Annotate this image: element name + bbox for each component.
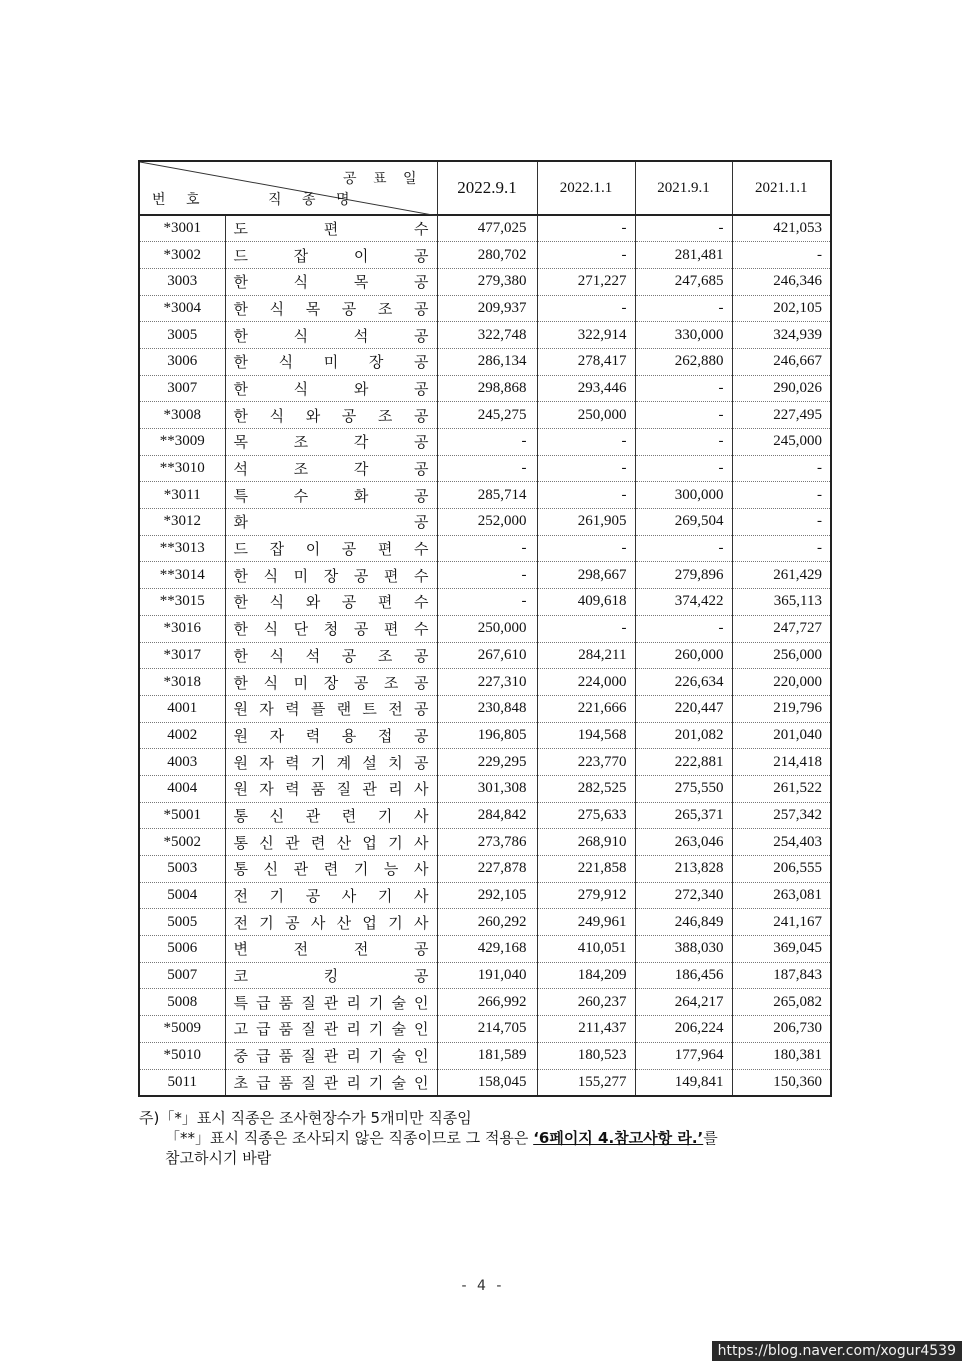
job-number-cell: 5008 (139, 989, 225, 1016)
blog-watermark: https://blog.naver.com/xogur4539 (712, 1341, 962, 1361)
job-name-cell: 한 식 석 공 (225, 322, 437, 349)
job-name-label: 직 종 명 (268, 192, 358, 208)
wage-table (138, 160, 832, 1097)
wage-2022-1-1-cell: - (537, 295, 635, 322)
wage-2022-1-1-cell: - (537, 242, 635, 269)
table-row (139, 322, 831, 349)
wage-2022-9-1-cell: 191,040 (437, 962, 537, 989)
wage-2022-1-1-cell: 322,914 (537, 322, 635, 349)
wage-2021-9-1-cell: 279,896 (635, 562, 732, 589)
wage-2021-9-1-cell: 220,447 (635, 695, 732, 722)
header-date-2021-1-1: 2021.1.1 (732, 161, 831, 215)
table-row (139, 348, 831, 375)
job-name-cell: 원 자 력 기 계 설 치 공 (225, 749, 437, 776)
wage-2021-1-1-cell: 202,105 (732, 295, 831, 322)
job-name-cell: 통 신 관 련 산 업 기 사 (225, 829, 437, 856)
table-row (139, 455, 831, 482)
wage-2021-9-1-cell: 374,422 (635, 589, 732, 616)
wage-2022-9-1-cell: 245,275 (437, 402, 537, 429)
job-name-cell: 석 조 각 공 (225, 455, 437, 482)
job-name-cell: 중 급 품 질 관 리 기 술 인 (225, 1042, 437, 1069)
wage-2022-9-1-cell: 284,842 (437, 802, 537, 829)
table-row (139, 642, 831, 669)
wage-2022-9-1-cell: 260,292 (437, 909, 537, 936)
wage-2021-9-1-cell: 275,550 (635, 775, 732, 802)
wage-2021-1-1-cell: 254,403 (732, 829, 831, 856)
job-number-cell: **3015 (139, 589, 225, 616)
wage-2021-1-1-cell: 150,360 (773, 1073, 822, 1090)
table-row (139, 909, 831, 936)
job-name-cell: 한 식 목 공 조 공 (225, 295, 437, 322)
table-row (139, 215, 831, 242)
wage-2022-9-1-cell: 298,868 (437, 375, 537, 402)
job-number-cell: *3001 (139, 215, 225, 242)
job-number-cell: *3011 (139, 482, 225, 509)
wage-2022-1-1-cell: 180,523 (537, 1042, 635, 1069)
wage-2022-1-1-cell: 221,666 (537, 695, 635, 722)
wage-2022-1-1-cell: 249,961 (537, 909, 635, 936)
wage-2021-1-1-cell: 246,346 (732, 268, 831, 295)
wage-2021-9-1-cell: 262,880 (635, 348, 732, 375)
job-number-cell: 5011 (139, 1069, 225, 1096)
wage-2021-9-1-cell: - (635, 429, 732, 456)
table-row (139, 882, 831, 909)
wage-2021-9-1-cell: 222,881 (635, 749, 732, 776)
wage-2022-9-1-cell: 429,168 (437, 936, 537, 963)
job-number-cell: *5001 (139, 802, 225, 829)
wage-2021-9-1-cell: 272,340 (635, 882, 732, 909)
wage-2021-1-1-cell: 206,730 (732, 1016, 831, 1043)
wage-2022-9-1-cell: - (437, 535, 537, 562)
wage-2022-9-1-cell: 273,786 (437, 829, 537, 856)
wage-2022-9-1-cell: 292,105 (437, 882, 537, 909)
job-name-cell: 특 급 품 질 관 리 기 술 인 (225, 989, 437, 1016)
job-name-cell: 한 식 와 공 (225, 375, 437, 402)
job-number-cell: *3017 (139, 642, 225, 669)
wage-2022-1-1-cell: 282,525 (537, 775, 635, 802)
job-number-cell: 4002 (139, 722, 225, 749)
wage-2022-1-1-cell: 184,209 (537, 962, 635, 989)
wage-2022-1-1-cell: 279,912 (537, 882, 635, 909)
job-name-cell: 화 공 (225, 509, 437, 536)
wage-2021-9-1-cell: - (635, 615, 732, 642)
wage-2021-1-1-cell: - (732, 242, 831, 269)
number-label: 번 호 (152, 192, 208, 208)
job-name-cell: 한 식 단 청 공 편 수 (225, 615, 437, 642)
wage-2021-1-1-cell: 365,113 (732, 589, 831, 616)
job-number-cell: 5005 (139, 909, 225, 936)
job-number-cell: *5002 (139, 829, 225, 856)
wage-2021-9-1-cell: - (635, 535, 732, 562)
wage-2022-9-1-cell: 322,748 (437, 322, 537, 349)
wage-2022-1-1-cell: - (537, 615, 635, 642)
wage-2021-1-1-cell: - (732, 509, 831, 536)
table-row (139, 429, 831, 456)
wage-2022-1-1-cell: 223,770 (537, 749, 635, 776)
job-number-cell: *5009 (139, 1016, 225, 1043)
wage-2022-1-1-cell: - (537, 535, 635, 562)
wage-2022-9-1-cell: 252,000 (437, 509, 537, 536)
table-row (139, 669, 831, 696)
job-name-cell: 전 기 공 사 산 업 기 사 (225, 909, 437, 936)
wage-2022-9-1-cell: - (437, 589, 537, 616)
job-name-cell: 고 급 품 질 관 리 기 술 인 (225, 1016, 437, 1043)
wage-2021-1-1-cell: 201,040 (732, 722, 831, 749)
wage-2022-1-1-cell: 271,227 (537, 268, 635, 295)
wage-2022-9-1-cell: 279,380 (437, 268, 537, 295)
job-number-cell: *5010 (139, 1042, 225, 1069)
job-number-cell: 3006 (139, 348, 225, 375)
header-date-2022-1-1: 2022.1.1 (537, 161, 635, 215)
job-number-cell: **3014 (139, 562, 225, 589)
footnotes (139, 1108, 839, 1168)
wage-2022-9-1-cell: 267,610 (437, 642, 537, 669)
wage-2021-9-1-cell: 260,000 (635, 642, 732, 669)
job-name-cell: 한 식 와 공 편 수 (225, 589, 437, 616)
wage-2021-1-1-cell: - (732, 455, 831, 482)
wage-table-container (138, 160, 830, 1097)
job-number-cell: **3013 (139, 535, 225, 562)
wage-2022-9-1-cell: 280,702 (437, 242, 537, 269)
wage-2021-9-1-cell: 206,224 (635, 1016, 732, 1043)
wage-2022-9-1-cell: 230,848 (437, 695, 537, 722)
job-number-cell: 4001 (139, 695, 225, 722)
job-name-cell: 원 자 력 플 랜 트 전 공 (225, 695, 437, 722)
wage-2022-9-1-cell: 209,937 (437, 295, 537, 322)
job-name-cell: 통 신 관 련 기 사 (225, 802, 437, 829)
wage-2022-9-1-cell: 250,000 (437, 615, 537, 642)
job-number-cell: 3007 (139, 375, 225, 402)
table-row (139, 802, 831, 829)
wage-2021-1-1-cell: 214,418 (732, 749, 831, 776)
wage-2022-1-1-cell: 409,618 (537, 589, 635, 616)
header-date-2021-9-1: 2021.9.1 (635, 161, 732, 215)
table-row (139, 482, 831, 509)
wage-2021-9-1-cell: - (635, 215, 732, 242)
wage-2021-1-1-cell: 257,342 (732, 802, 831, 829)
job-name-cell: 한 식 와 공 조 공 (225, 402, 437, 429)
wage-2022-1-1-cell: 250,000 (537, 402, 635, 429)
table-row (139, 1016, 831, 1043)
job-name-cell: 초 급 품 질 관 리 기 술 인 (225, 1069, 437, 1096)
wage-2021-9-1-cell: 213,828 (635, 856, 732, 883)
job-name-cell: 한 식 미 장 공 (225, 348, 437, 375)
wage-2021-1-1-cell: 241,167 (732, 909, 831, 936)
job-name-cell: 한 식 목 공 (225, 268, 437, 295)
wage-2021-9-1-cell: 226,634 (635, 669, 732, 696)
table-row (139, 749, 831, 776)
job-name-cell: 한 식 미 장 공 편 수 (225, 562, 437, 589)
wage-2022-1-1-cell: 410,051 (537, 936, 635, 963)
wage-2022-9-1-cell: 286,134 (437, 348, 537, 375)
wage-2021-1-1-cell: 180,381 (732, 1042, 831, 1069)
wage-2021-1-1-cell: 265,082 (732, 989, 831, 1016)
job-number-cell: 5006 (139, 936, 225, 963)
job-number-cell: 3003 (139, 268, 225, 295)
wage-2021-9-1-cell: - (635, 375, 732, 402)
announce-date-label: 공 표 일 (343, 171, 423, 187)
job-number-cell: 5004 (139, 882, 225, 909)
wage-2022-1-1-cell: 211,437 (537, 1016, 635, 1043)
footnote-continuation: 참고하시기 바람 (165, 1149, 272, 1167)
job-name-cell: 한 식 미 장 공 조 공 (225, 669, 437, 696)
table-row (139, 1042, 831, 1069)
job-name-cell: 전 기 공 사 기 사 (225, 882, 437, 909)
table-row (139, 695, 831, 722)
wage-2022-9-1-cell: 196,805 (437, 722, 537, 749)
job-number-cell: *3002 (139, 242, 225, 269)
wage-2022-9-1-cell: 301,308 (437, 775, 537, 802)
wage-2021-1-1-cell: 247,727 (732, 615, 831, 642)
wage-2021-1-1-cell: 206,555 (732, 856, 831, 883)
table-row (139, 242, 831, 269)
job-name-cell: 특 수 화 공 (225, 482, 437, 509)
wage-2022-1-1-cell: 260,237 (537, 989, 635, 1016)
job-number-cell: **3009 (139, 429, 225, 456)
wage-2022-9-1-cell: 214,705 (437, 1016, 537, 1043)
job-name-cell: 드 잡 이 공 편 수 (225, 535, 437, 562)
wage-2022-1-1-cell: - (537, 429, 635, 456)
wage-2021-1-1-cell: 245,000 (732, 429, 831, 456)
wage-2021-1-1-cell: - (732, 482, 831, 509)
job-number-cell: 3005 (139, 322, 225, 349)
table-header-row (139, 161, 831, 215)
wage-2021-9-1-cell: 263,046 (635, 829, 732, 856)
wage-2021-9-1-cell: - (635, 402, 732, 429)
footnote-single-star: 주)「*」표시 직종은 조사현장수가 5개미만 직종임 (139, 1109, 472, 1127)
table-row (139, 589, 831, 616)
table-row (139, 402, 831, 429)
wage-2022-9-1-cell: - (437, 455, 537, 482)
job-name-cell: 도 편 수 (225, 215, 437, 242)
wage-2021-9-1-cell: 201,082 (635, 722, 732, 749)
wage-2022-9-1-cell: 227,878 (437, 856, 537, 883)
wage-2021-9-1-cell: 247,685 (635, 268, 732, 295)
table-row (139, 509, 831, 536)
wage-2021-1-1-cell: 187,843 (732, 962, 831, 989)
job-number-cell: *3004 (139, 295, 225, 322)
wage-2022-1-1-cell: 275,633 (537, 802, 635, 829)
wage-2022-1-1-cell: 284,211 (537, 642, 635, 669)
wage-2021-1-1-cell: 220,000 (732, 669, 831, 696)
job-number-cell: 4003 (139, 749, 225, 776)
wage-2021-1-1-cell: 219,796 (732, 695, 831, 722)
table-row (139, 856, 831, 883)
wage-2021-1-1-cell: 421,053 (732, 215, 831, 242)
wage-2022-9-1-cell: 285,714 (437, 482, 537, 509)
job-name-cell: 코 킹 공 (225, 962, 437, 989)
job-name-cell: 드 잡 이 공 (225, 242, 437, 269)
job-number-cell: 4004 (139, 775, 225, 802)
job-number-cell: *3008 (139, 402, 225, 429)
wage-2022-1-1-cell: - (537, 215, 635, 242)
table-row (139, 295, 831, 322)
wage-2021-9-1-cell: 246,849 (635, 909, 732, 936)
table-row (139, 268, 831, 295)
wage-2021-1-1-cell: 261,522 (732, 775, 831, 802)
job-number-cell: *3012 (139, 509, 225, 536)
job-name-cell: 원 자 력 용 접 공 (225, 722, 437, 749)
job-name-cell: 변 전 전 공 (225, 936, 437, 963)
job-name-cell: 원 자 력 품 질 관 리 사 (225, 775, 437, 802)
job-number-cell: *3016 (139, 615, 225, 642)
wage-2021-9-1-cell: 388,030 (635, 936, 732, 963)
wage-2021-1-1-cell: - (732, 535, 831, 562)
wage-2021-1-1-cell: 290,026 (732, 375, 831, 402)
job-number-cell: *3018 (139, 669, 225, 696)
job-name-cell: 목 조 각 공 (225, 429, 437, 456)
table-row (139, 989, 831, 1016)
wage-2021-1-1-cell: 256,000 (732, 642, 831, 669)
wage-2022-1-1-cell: 261,905 (537, 509, 635, 536)
wage-2022-9-1-cell: 266,992 (437, 989, 537, 1016)
wage-2022-9-1-cell: 158,045 (437, 1069, 537, 1096)
wage-2022-9-1-cell: - (437, 562, 537, 589)
wage-2021-9-1-cell: - (635, 455, 732, 482)
table-row (139, 829, 831, 856)
wage-2021-9-1-cell: 330,000 (635, 322, 732, 349)
wage-2021-1-1-cell: 246,667 (732, 348, 831, 375)
wage-2022-9-1-cell: 227,310 (437, 669, 537, 696)
wage-2022-1-1-cell: 155,277 (537, 1069, 635, 1096)
job-number-cell: 5007 (139, 962, 225, 989)
wage-2021-9-1-cell: 265,371 (635, 802, 732, 829)
header-corner-cell (139, 161, 437, 215)
wage-2021-9-1-cell: 186,456 (635, 962, 732, 989)
wage-2021-9-1-cell: 264,217 (635, 989, 732, 1016)
wage-2021-9-1-cell: 300,000 (635, 482, 732, 509)
wage-2022-1-1-cell: 194,568 (537, 722, 635, 749)
footnote-double-star-text: 「**」표시 직종은 조사되지 않은 직종이므로 그 적용은 (165, 1129, 534, 1147)
wage-2022-9-1-cell: 229,295 (437, 749, 537, 776)
wage-2022-1-1-cell: 224,000 (537, 669, 635, 696)
wage-2021-9-1-cell: 149,841 (635, 1069, 732, 1096)
header-date-2022-9-1: 2022.9.1 (437, 161, 537, 215)
wage-2022-9-1-cell: - (437, 429, 537, 456)
table-row (139, 962, 831, 989)
footnote-reference: ‘6페이지 4.참고사항 라.’ (533, 1129, 704, 1147)
table-row (139, 615, 831, 642)
wage-2021-9-1-cell: - (635, 295, 732, 322)
wage-2021-9-1-cell: 281,481 (635, 242, 732, 269)
wage-2021-1-1-cell: 369,045 (732, 936, 831, 963)
wage-2022-1-1-cell: - (537, 482, 635, 509)
wage-2022-1-1-cell: 293,446 (537, 375, 635, 402)
job-number-cell: **3010 (139, 455, 225, 482)
job-name-cell: 통 신 관 련 기 능 사 (225, 856, 437, 883)
wage-2021-1-1-cell: 263,081 (732, 882, 831, 909)
page-number: - 4 - (461, 1278, 505, 1294)
wage-2022-1-1-cell: 221,858 (537, 856, 635, 883)
footnote-double-star (139, 1128, 839, 1148)
table-row (139, 535, 831, 562)
wage-2021-1-1-cell: 324,939 (732, 322, 831, 349)
table-row (139, 936, 831, 963)
wage-2021-9-1-cell: 177,964 (635, 1042, 732, 1069)
wage-2021-1-1-cell: 261,429 (732, 562, 831, 589)
wage-2022-1-1-cell: 278,417 (537, 348, 635, 375)
table-row (139, 562, 831, 589)
wage-2022-1-1-cell: - (537, 455, 635, 482)
wage-2021-9-1-cell: 269,504 (635, 509, 732, 536)
table-row (139, 775, 831, 802)
wage-2022-1-1-cell: 268,910 (537, 829, 635, 856)
job-number-cell: 5003 (139, 856, 225, 883)
wage-2021-1-1-cell: 227,495 (732, 402, 831, 429)
table-body (139, 215, 831, 1096)
wage-2022-9-1-cell: 181,589 (437, 1042, 537, 1069)
table-row (139, 375, 831, 402)
table-row (139, 722, 831, 749)
job-name-cell: 한 식 석 공 조 공 (225, 642, 437, 669)
table-row (139, 1069, 831, 1096)
wage-2022-9-1-cell: 477,025 (437, 215, 537, 242)
wage-2022-1-1-cell: 298,667 (537, 562, 635, 589)
footnote-double-star-suffix: 를 (703, 1129, 718, 1147)
